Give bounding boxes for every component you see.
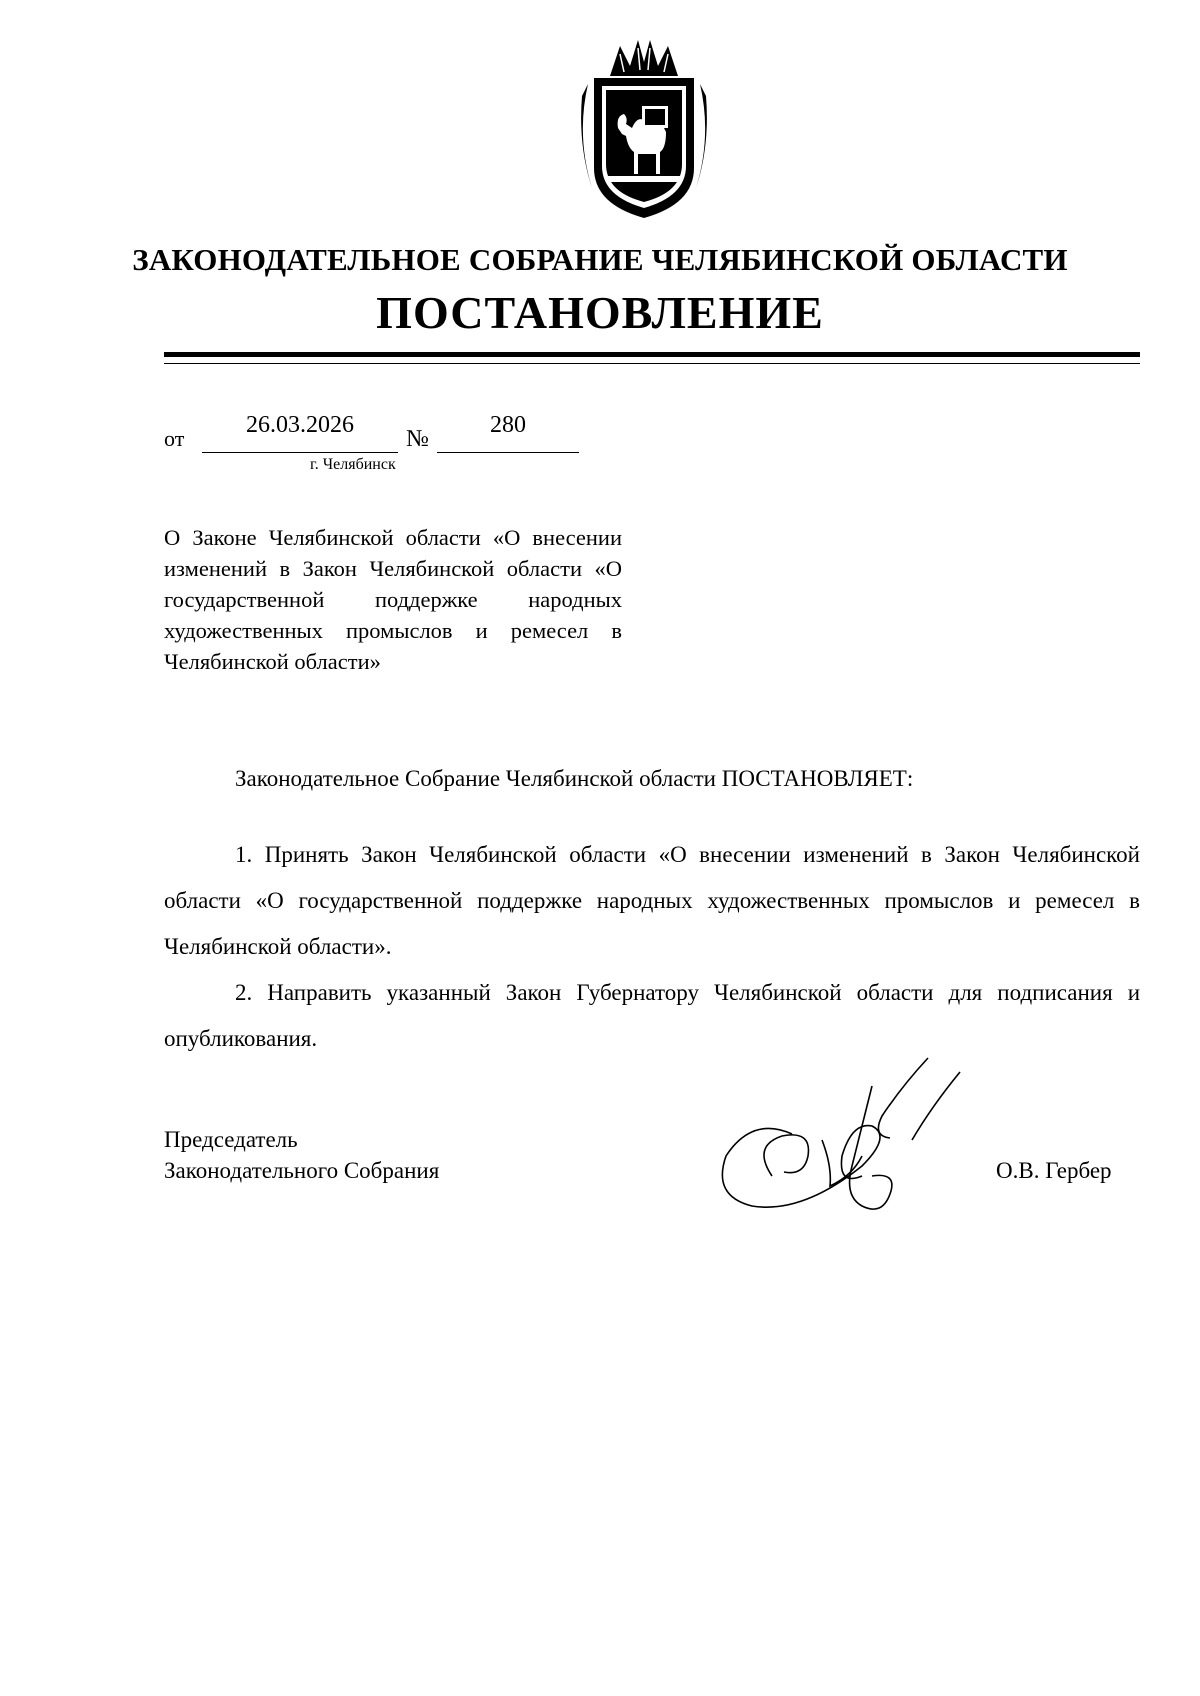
coat-of-arms-emblem [568, 36, 720, 222]
document-type-title: ПОСТАНОВЛЕНИЕ [376, 287, 824, 338]
document-number: 280 [490, 412, 526, 438]
number-prefix: № [406, 426, 429, 452]
signer-position [164, 1124, 439, 1186]
signer-position-line-1: Председатель [164, 1127, 298, 1152]
number-underline [437, 452, 579, 453]
signer-position-line-2: Законодательного Собрания [164, 1158, 440, 1183]
city: г. Челябинск [310, 456, 396, 473]
header-rule-thick [164, 352, 1140, 357]
resolution-item-1: 1. Принять Закон Челябинской области «О внесении изменений в Закон Челябинской области «О государственной поддержке народных художественных промыслов и ремесел в Челябинской области». [164, 842, 1140, 959]
date-underline [202, 452, 398, 453]
resolution-item-2: 2. Направить указанный Закон Губернатору Челябинской области для подписания и опубликования. [164, 980, 1140, 1051]
header-rule-thin [164, 363, 1140, 364]
preamble: Законодательное Собрание Челябинской области ПОСТАНОВЛЯЕТ: [235, 766, 914, 791]
organization-name: ЗАКОНОДАТЕЛЬНОЕ СОБРАНИЕ ЧЕЛЯБИНСКОЙ ОБЛАСТИ [132, 242, 1068, 277]
signer-name: О.В. Гербер [996, 1158, 1112, 1183]
document-date: 26.03.2026 [246, 412, 354, 438]
document-subject: О Законе Челябинской области «О внесении изменений в Закон Челябинской области «О государственной поддержке народных художественных промыслов и ремесел в Челябинской области» [164, 525, 622, 674]
handwritten-signature [712, 1056, 972, 1224]
date-prefix: от [164, 426, 185, 451]
